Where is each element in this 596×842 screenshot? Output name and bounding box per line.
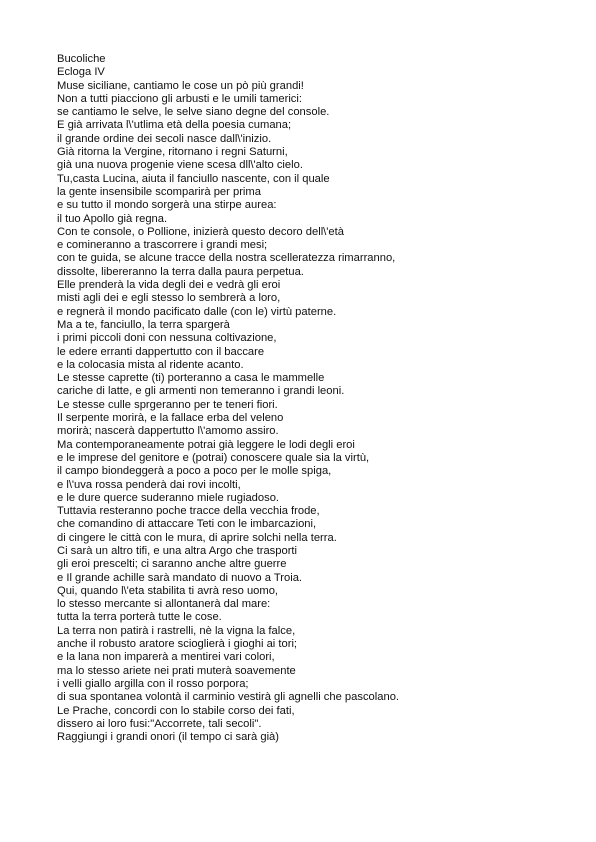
text-line: che comandino di attaccare Teti con le imbarcazioni, [57,518,317,531]
text-line: e comineranno a trascorrere i grandi mesi; [57,239,268,252]
text-line: Tuttavia resteranno poche tracce della vecchia frode, [57,505,320,518]
text-line: e su tutto il mondo sorgerà una stirpe aurea: [57,199,277,212]
text-line: il grande ordine dei secoli nasce dall\'inizio. [57,132,272,145]
text-line: tutta la terra porterà tutte le cose. [57,611,222,624]
text-line: la gente insensibile scomparirà per prima [57,185,261,198]
poem-text [57,53,577,744]
text-line: gli eroi prescelti; ci saranno anche altre guerre [57,558,287,571]
text-line: misti agli dei e egli stesso lo sembrerà a loro, [57,292,281,305]
text-line: Ci sarà un altro tifi, e una altra Argo che trasporti [57,544,298,557]
text-line: di cingere le città con le mura, di aprire solchi nella terra. [57,531,337,544]
text-line: Elle prenderà la vida degli dei e vedrà gli eroi [57,279,281,292]
text-line: Muse siciliane, cantiamo le cose un pò più grandi! [57,79,304,92]
text-line: Qui, quando l\'eta stabilita ti avrà reso uomo, [57,584,279,597]
text-line: e Il grande achille sarà mandato di nuovo a Troia. [57,571,303,584]
text-line: dissero ai loro fusi:"Accorrete, tali secoli". [57,717,262,730]
text-line: morirà; nascerà dappertutto l\'amomo assiro. [57,425,279,438]
text-line: Le Prache, concordi con lo stabile corso dei fati, [57,704,295,717]
text-line: di sua spontanea volontà il carminio vestirà gli agnelli che pascolano. [57,691,400,704]
text-line: Ma contemporaneamente potrai già leggere le lodi degli eroi [57,438,355,451]
text-line: se cantiamo le selve, le selve siano degne del console. [57,106,330,119]
document-title: Bucoliche [57,53,106,65]
text-line: Le stesse culle sprgeranno per te teneri fiori. [57,398,278,411]
text-line: il tuo Apollo già regna. [57,212,168,225]
text-line: e regnerà il mondo pacificato dalle (con le) virtù paterne. [57,305,337,318]
text-line: e la lana non imparerà a mentirei vari colori, [57,651,275,664]
text-line: E già arrivata l\'utlima età della poesia cumana; [57,119,292,132]
text-line: le edere erranti dappertutto con il baccare [57,345,265,358]
text-line: Tu,casta Lucina, aiuta il fanciullo nascente, con il quale [57,172,330,185]
text-line: e la colocasia mista al ridente acanto. [57,358,244,371]
text-line: Il serpente morirà, e la fallace erba del veleno [57,412,284,425]
text-line: i primi piccoli doni con nessuna coltivazione, [57,332,277,345]
text-line: cariche di latte, e gli armenti non temeranno i grandi leoni. [57,385,345,398]
text-line: ma lo stesso ariete nei prati muterà soavemente [57,664,296,677]
text-line: Raggiungi i grandi onori (il tempo ci sarà già) [57,731,279,744]
text-line: Non a tutti piacciono gli arbusti e le umili tamerici: [57,92,302,105]
document-subtitle: Ecloga IV [57,66,105,79]
text-line: La terra non patirà i rastrelli, nè la vigna la falce, [57,624,296,637]
text-line: Già ritorna la Vergine, ritornano i regni Saturni, [57,146,288,159]
text-line: e le imprese del genitore e (potrai) conoscere quale sia la virtù, [57,451,370,464]
text-line: dissolte, libereranno la terra dalla paura perpetua. [57,265,304,278]
text-line: anche il robusto aratore scioglierà i gioghi ai tori; [57,638,298,651]
text-line: Con te console, o Pollione, inizierà questo decoro dell\'età [57,225,344,238]
text-line: e l\'uva rossa penderà dai rovi incolti, [57,478,241,491]
text-line: Ma a te, fanciullo, la terra spargerà [57,318,230,331]
text-line: con te guida, se alcune tracce della nostra scelleratezza rimarranno, [57,252,396,265]
text-line: lo stesso mercante si allontanerà dal mare: [57,598,271,611]
text-line: i velli giallo argilla con il rosso porpora; [57,677,249,690]
text-line: già una nuova progenie viene scesa dll\'alto cielo. [57,159,303,172]
text-line: e le dure querce suderanno miele rugiadoso. [57,491,280,504]
text-line: il campo biondeggerà a poco a poco per le molle spiga, [57,465,332,478]
text-line: Le stesse caprette (ti) porteranno a casa le mammelle [57,372,325,385]
